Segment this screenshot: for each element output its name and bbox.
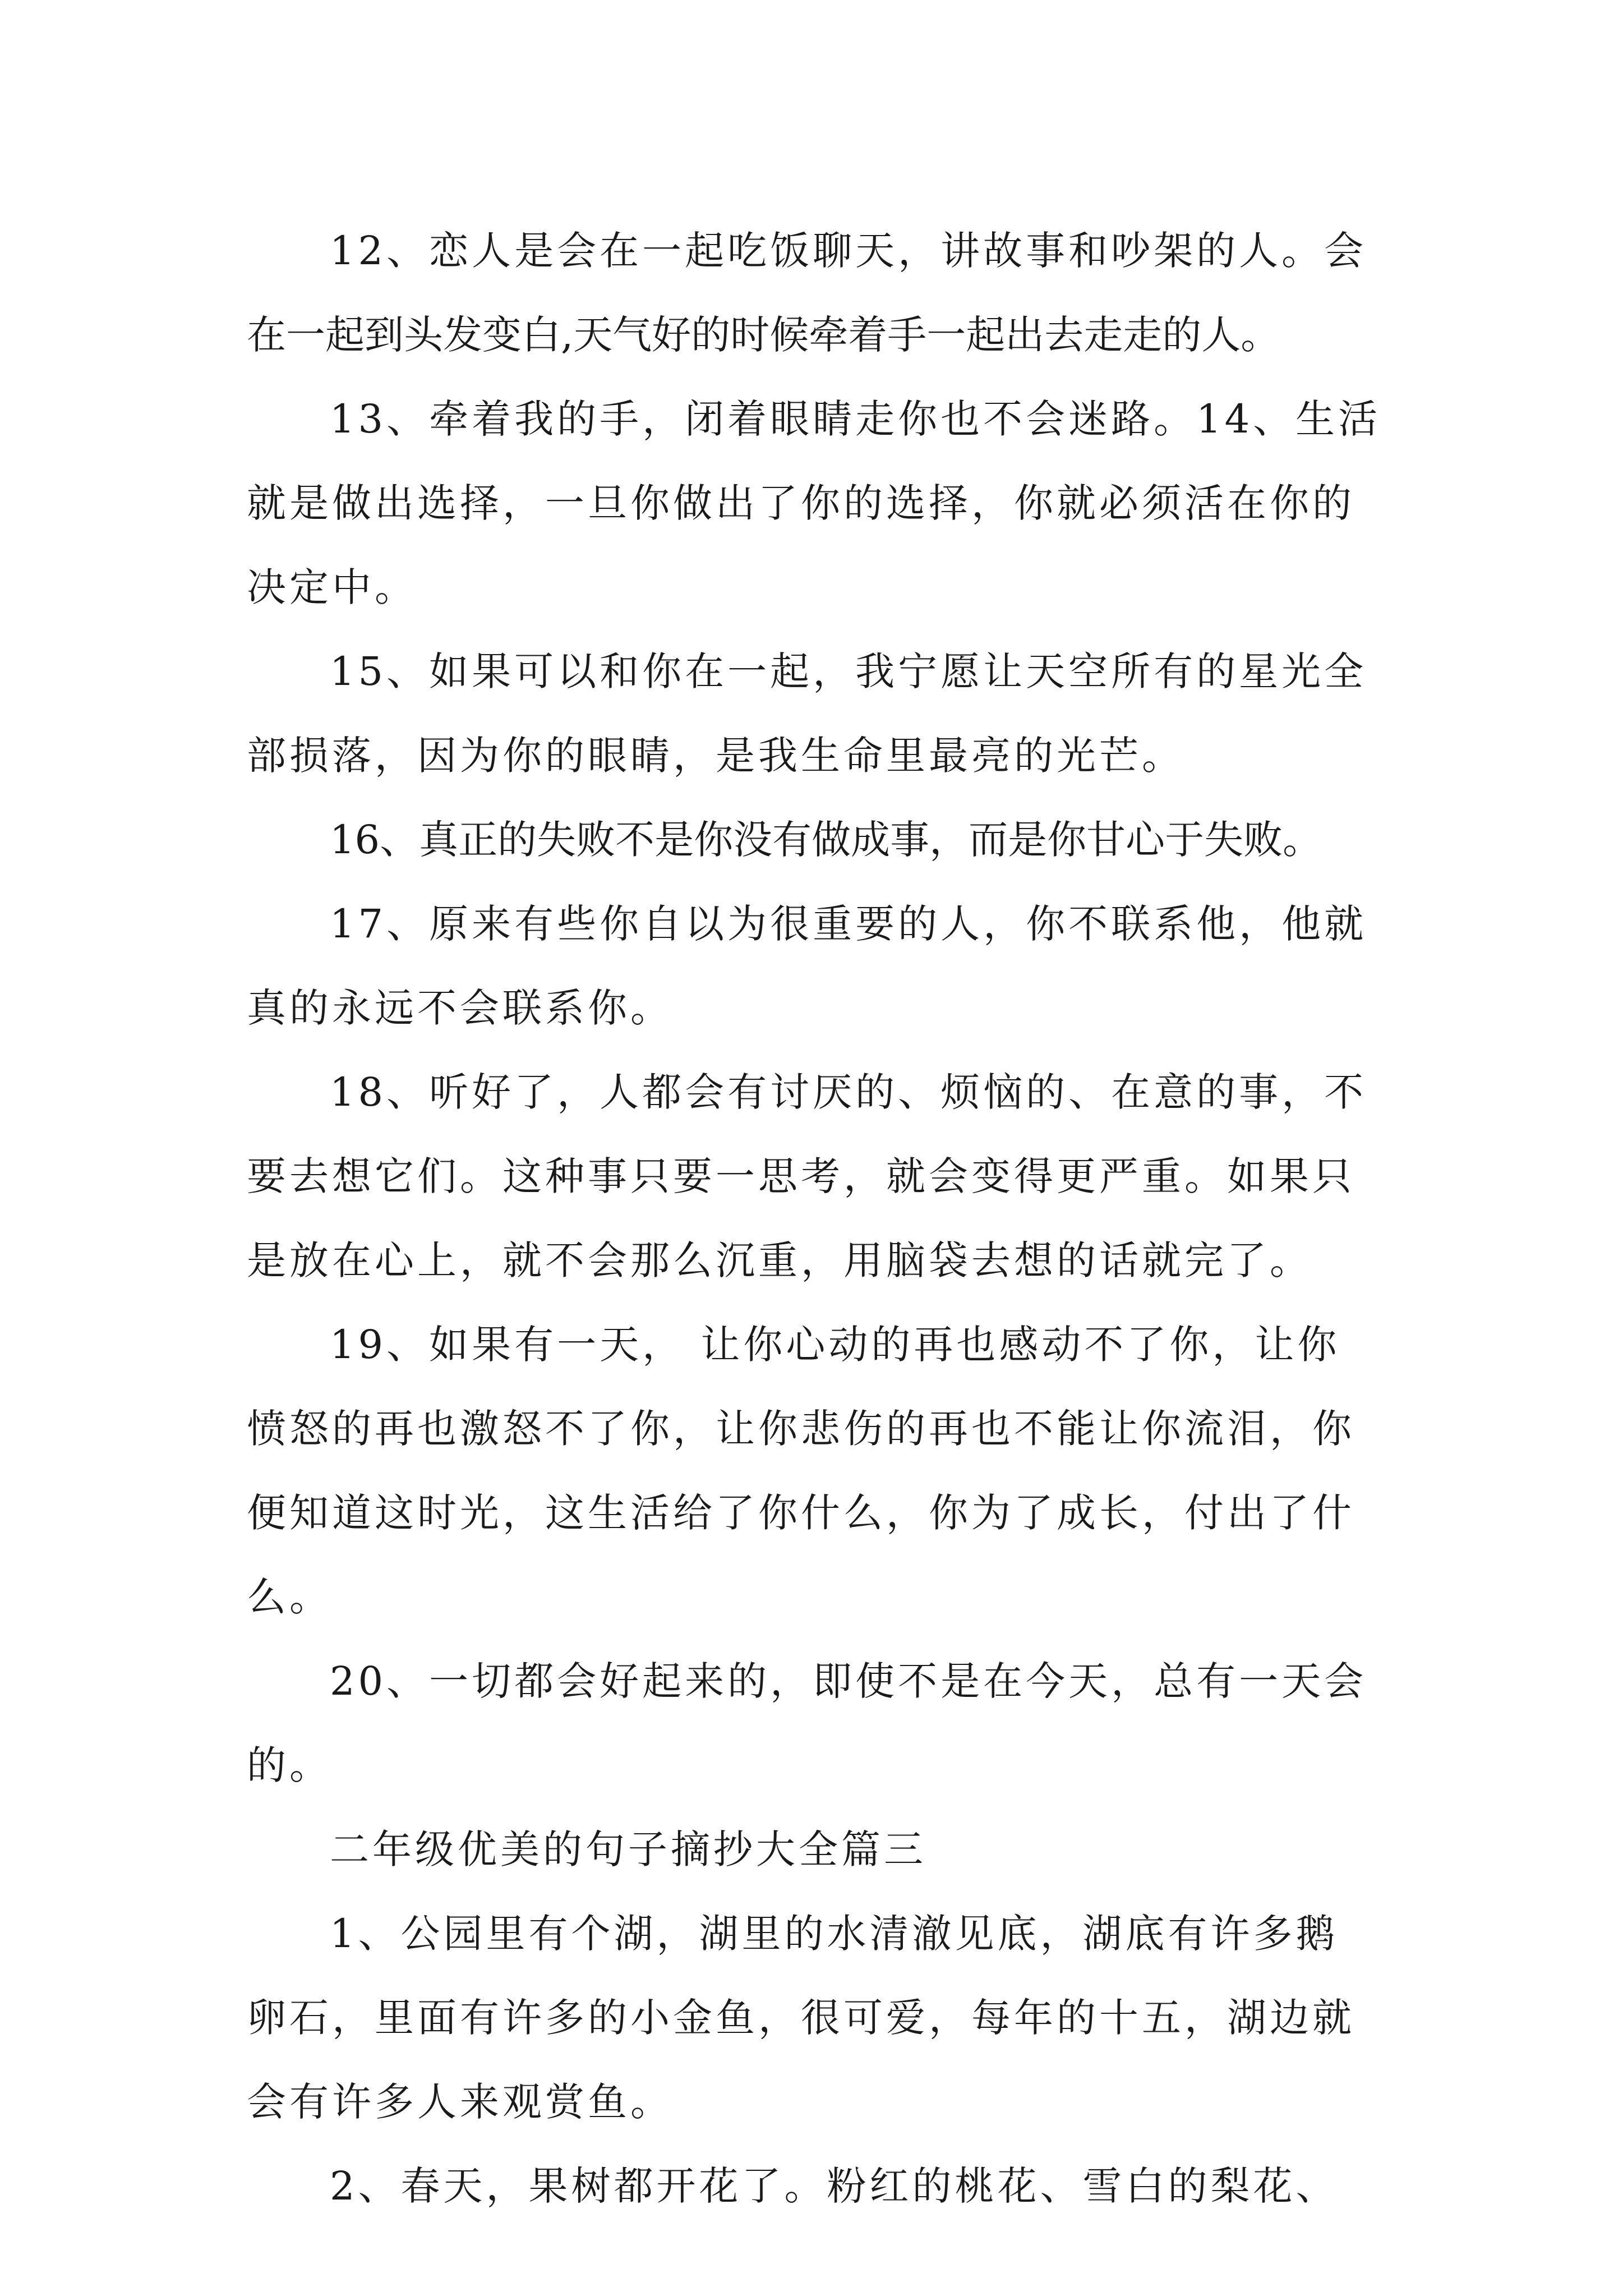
paragraph-line: 20、一切都会好起来的，即使不是在今天，总有一天会 [330,1658,1367,1704]
paragraph-line: 真的永远不会联系你。 [247,985,673,1031]
paragraph-line: 在一起到头发变白,天气好的时候牵着手一起出去走走的人。 [247,312,1280,358]
section-heading: 二年级优美的句子摘抄大全篇三 [330,1826,926,1872]
paragraph-line: 12、恋人是会在一起吃饭聊天，讲故事和吵架的人。会 [330,228,1367,274]
paragraph-line: 15、如果可以和你在一起，我宁愿让天空所有的星光全 [330,648,1367,694]
paragraph-line: 2、春天，果树都开花了。粉红的桃花、雪白的梨花、 [330,2163,1339,2209]
paragraph-line: 18、听好了，人都会有讨厌的、烦恼的、在意的事，不 [330,1069,1367,1115]
paragraph-line: 17、原来有些你自以为很重要的人，你不联系他，他就 [330,901,1367,947]
paragraph-line: 的。 [247,1742,332,1788]
paragraph-line: 16、真正的失败不是你没有做成事，而是你甘心于失败。 [330,817,1322,863]
paragraph-line: 是放在心上，就不会那么沉重，用脑袋去想的话就完了。 [247,1237,1312,1283]
paragraph-line: 就是做出选择，一旦你做出了你的选择，你就必须活在你的 [247,480,1355,526]
paragraph-line: 1、公园里有个湖，湖里的水清澈见底，湖底有许多鹅 [330,1911,1339,1957]
document-body [247,209,1436,2228]
paragraph-line: 13、牵着我的手，闭着眼睛走你也不会迷路。14、生活 [330,396,1381,442]
paragraph-line: 卵石，里面有许多的小金鱼，很可爱，每年的十五，湖边就 [247,1995,1355,2041]
paragraph-line: 便知道这时光，这生活给了你什么，你为了成长，付出了什 [247,1490,1355,1536]
paragraph-line: 会有许多人来观赏鱼。 [247,2079,673,2125]
paragraph-line: 么。 [247,1574,332,1620]
paragraph-line: 决定中。 [247,564,417,610]
paragraph-line: 19、如果有一天， 让你心动的再也感动不了你，让你 [330,1322,1340,1368]
paragraph-line: 愤怒的再也激怒不了你，让你悲伤的再也不能让你流泪，你 [247,1406,1355,1452]
paragraph-line: 要去想它们。这种事只要一思考，就会变得更严重。如果只 [247,1153,1355,1199]
paragraph-line: 部损落，因为你的眼睛，是我生命里最亮的光芒。 [247,733,1184,779]
